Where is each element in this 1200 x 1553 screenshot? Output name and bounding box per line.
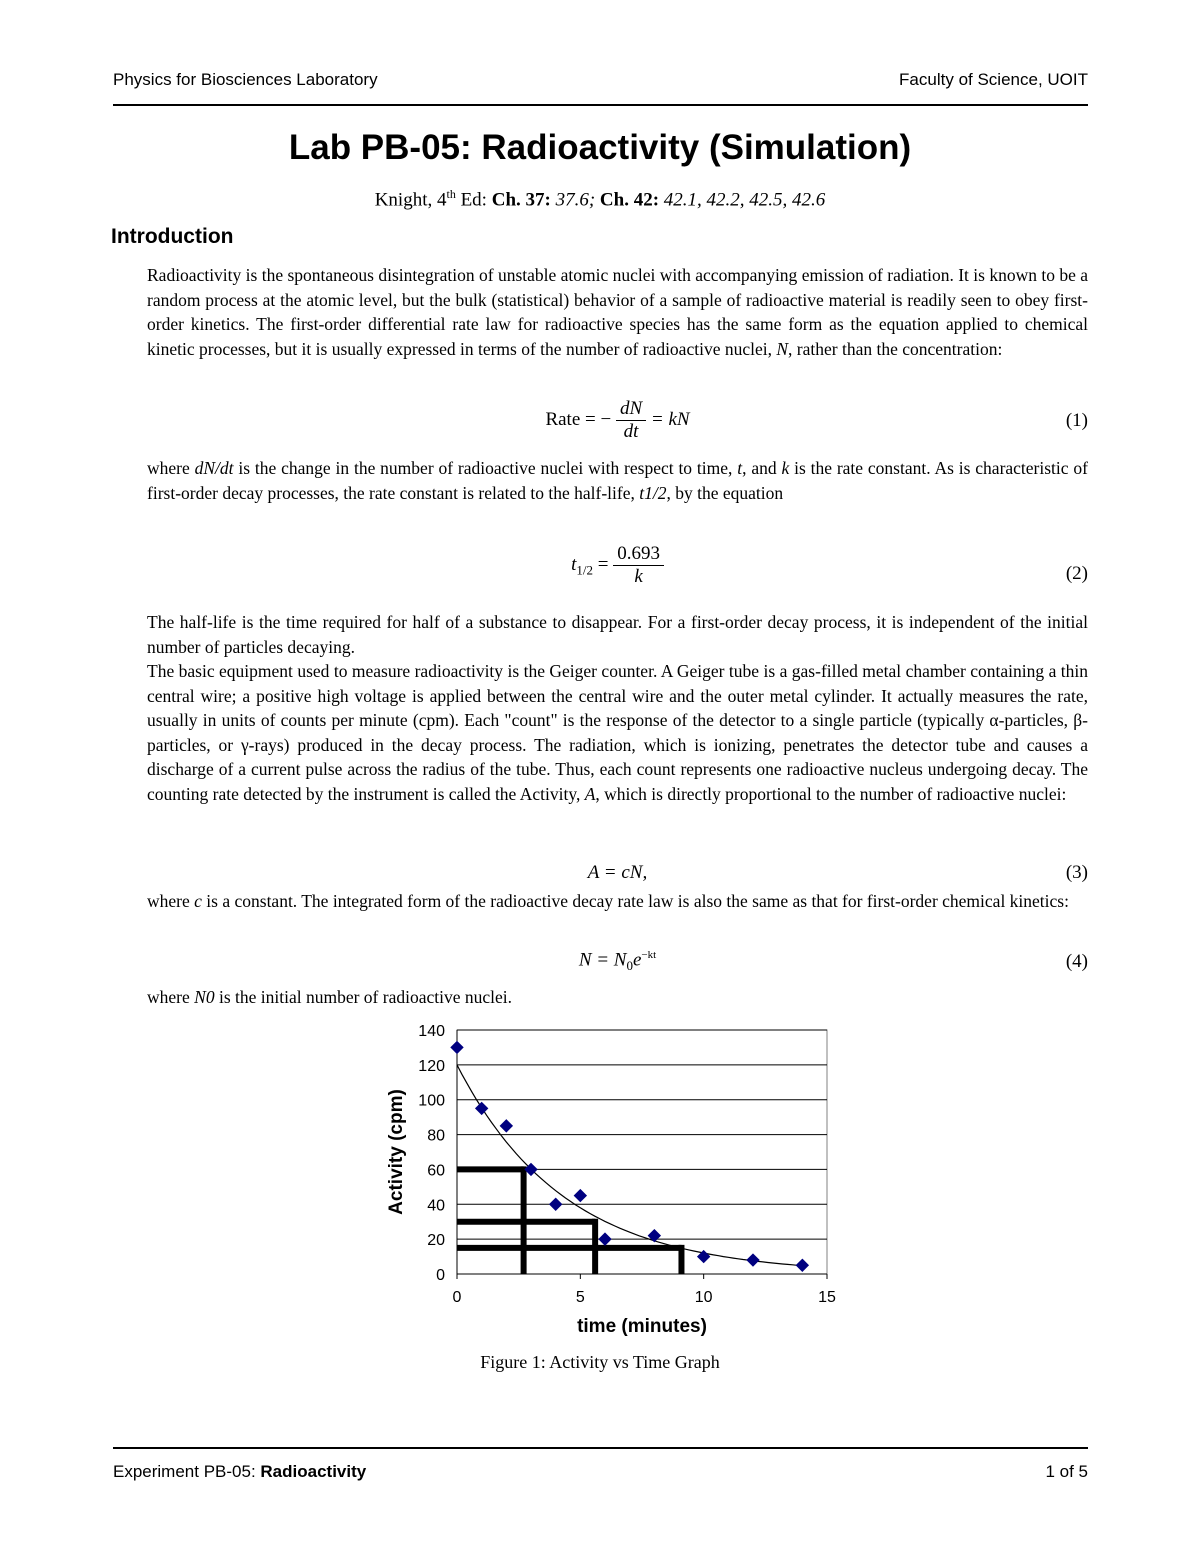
header-rule bbox=[113, 104, 1088, 106]
figure-caption: Figure 1: Activity vs Time Graph bbox=[480, 1352, 720, 1372]
y-tick-label: 120 bbox=[418, 1057, 445, 1075]
eq3-label: (3) bbox=[1065, 862, 1088, 883]
footer-right: 1 of 5 bbox=[1045, 1462, 1088, 1481]
textbook-references bbox=[0, 187, 1200, 211]
page-title: Lab PB-05: Radioactivity (Simulation) bbox=[288, 128, 912, 167]
x-tick-label: 0 bbox=[452, 1289, 462, 1306]
header-left: Physics for Biosciences Laboratory bbox=[113, 70, 378, 89]
para4-b: , which is directly proportional to the number of radioactive nuclei: bbox=[595, 783, 1067, 804]
x-tick-label: 10 bbox=[694, 1289, 713, 1306]
y-tick-label: 140 bbox=[418, 1023, 445, 1040]
para2-dndt: dN/dt bbox=[194, 458, 234, 478]
eq4-e: e bbox=[632, 949, 642, 971]
page-header bbox=[113, 70, 1088, 90]
para2-a: where bbox=[147, 458, 195, 478]
para5-a: where bbox=[147, 891, 195, 911]
eq2-lhs: t bbox=[571, 553, 577, 575]
header-right: Faculty of Science, UOIT bbox=[899, 70, 1088, 89]
para2-d: is the rate constant. As is characteristic of first-order decay processes, the rate constant is related to the half-life, bbox=[147, 458, 1088, 503]
y-axis-label: Activity (cpm) bbox=[386, 1089, 407, 1215]
eq1-fraction bbox=[616, 398, 646, 443]
eq2-fraction bbox=[613, 543, 664, 588]
footer-left bbox=[113, 1462, 366, 1482]
eq2-label: (2) bbox=[1065, 563, 1088, 584]
y-tick-label: 0 bbox=[436, 1267, 445, 1284]
para6-b: is the initial number of radioactive nuclei. bbox=[214, 987, 512, 1007]
eq1-num: dN bbox=[616, 398, 646, 421]
para2-c: , and bbox=[742, 458, 782, 478]
eq4-lhs: N = N bbox=[578, 949, 627, 971]
plot-area bbox=[457, 1030, 827, 1274]
eq2-eq: = bbox=[592, 553, 614, 575]
intro-paragraph-2 bbox=[147, 456, 1088, 505]
equation-3 bbox=[147, 862, 1088, 888]
y-tick-label: 60 bbox=[427, 1162, 445, 1180]
para5-b: is a constant. The integrated form of the radioactive decay rate law is also the same as that for first-order chemical kinetics: bbox=[201, 891, 1069, 911]
para2-k: k bbox=[781, 458, 790, 478]
para1-var: N bbox=[776, 338, 789, 359]
intro-paragraph-1 bbox=[147, 263, 1088, 361]
intro-paragraph-5 bbox=[147, 889, 1088, 914]
eq4-sup: −kt bbox=[641, 949, 657, 961]
activity-chart-svg bbox=[370, 1018, 850, 1348]
refs-ch42: Ch. 42: bbox=[595, 189, 660, 211]
x-tick-label: 5 bbox=[575, 1289, 585, 1306]
footer-rule bbox=[113, 1447, 1088, 1449]
intro-paragraph-3: The half-life is the time required for half of a substance to disappear. For a first-order decay process, it is independent of the initial number of particles decaying. bbox=[147, 612, 1088, 657]
refs-sup: th bbox=[446, 187, 456, 201]
eq1-label: (1) bbox=[1065, 410, 1088, 431]
activity-chart bbox=[370, 1018, 850, 1348]
section-heading: Introduction bbox=[111, 225, 234, 248]
y-tick-label: 80 bbox=[427, 1127, 445, 1145]
x-tick-label: 15 bbox=[818, 1289, 836, 1306]
y-tick-label: 20 bbox=[427, 1232, 445, 1250]
para6-a: where bbox=[147, 987, 195, 1007]
equation-4 bbox=[147, 949, 1088, 979]
eq4-label: (4) bbox=[1065, 951, 1088, 972]
eq4-sub: 0 bbox=[626, 958, 633, 974]
equation-1 bbox=[147, 398, 1088, 454]
page-footer bbox=[113, 1462, 1088, 1482]
equation-2 bbox=[147, 543, 1088, 603]
eq2-num: 0.693 bbox=[613, 543, 664, 566]
para2-half: t1/2 bbox=[639, 482, 667, 503]
eq1-lhs: Rate = − bbox=[545, 408, 612, 430]
para4-A: A bbox=[584, 783, 596, 804]
eq1-rhs: = kN bbox=[650, 408, 690, 430]
para6-n0: N0 bbox=[194, 987, 215, 1007]
para1-text: Radioactivity is the spontaneous disintegration of unstable atomic nuclei with accompanying emission of radiation. It is known to be a random process at the atomic level, but the bulk (statistical) behavior of a sample of radioactive material is readily seen to obey first-order kinetics. The first-order differential rate law for radioactive species has the same form as the equation applied to chemical kinetic processes, but it is usually expressed in terms of the number of radioactive nuclei, bbox=[147, 265, 1088, 359]
eq2-sub: 1/2 bbox=[576, 562, 593, 578]
refs-ed: Ed: bbox=[455, 189, 492, 211]
refs-prefix: Knight, 4 bbox=[374, 189, 447, 211]
refs-s37: 37.6; bbox=[550, 189, 596, 211]
para1-end: , rather than the concentration: bbox=[788, 338, 1003, 359]
intro-paragraph-6 bbox=[147, 985, 1088, 1010]
y-tick-label: 40 bbox=[427, 1197, 445, 1215]
para2-t: t bbox=[737, 458, 743, 478]
footer-left-bold: Radioactivity bbox=[260, 1462, 367, 1481]
refs-s42: 42.1, 42.2, 42.5, 42.6 bbox=[659, 189, 826, 211]
intro-paragraph-4 bbox=[147, 659, 1088, 807]
para2-b: is the change in the number of radioactive nuclei with respect to time, bbox=[233, 458, 738, 478]
eq3-text: A = cN, bbox=[587, 862, 648, 883]
eq2-den: k bbox=[634, 566, 643, 587]
para2-e: , by the equation bbox=[666, 482, 784, 503]
eq1-den: dt bbox=[623, 421, 639, 442]
x-axis-label: time (minutes) bbox=[577, 1316, 707, 1337]
para5-c: c bbox=[194, 891, 202, 911]
y-tick-label: 100 bbox=[418, 1092, 445, 1110]
footer-left-prefix: Experiment PB-05: bbox=[113, 1462, 261, 1481]
refs-ch37: Ch. 37: bbox=[491, 189, 551, 211]
para4-a: The basic equipment used to measure radioactivity is the Geiger counter. A Geiger tube is a gas-filled metal chamber containing a thin central wire; a positive high voltage is applied between the central wire and the outer metal cylinder. It actually measures the rate, usually in units of counts per minute (cpm). Each "count" is the response of the detector to a single particle (typically α-particles, β-particles, or γ-rays) produced in the decay process. The radiation, which is ionizing, penetrates the detector tube and causes a discharge of a current pulse across the radius of the tube. Thus, each count represents one radioactive nucleus undergoing decay. The counting rate detected by the instrument is called the Activity, bbox=[147, 661, 1088, 804]
